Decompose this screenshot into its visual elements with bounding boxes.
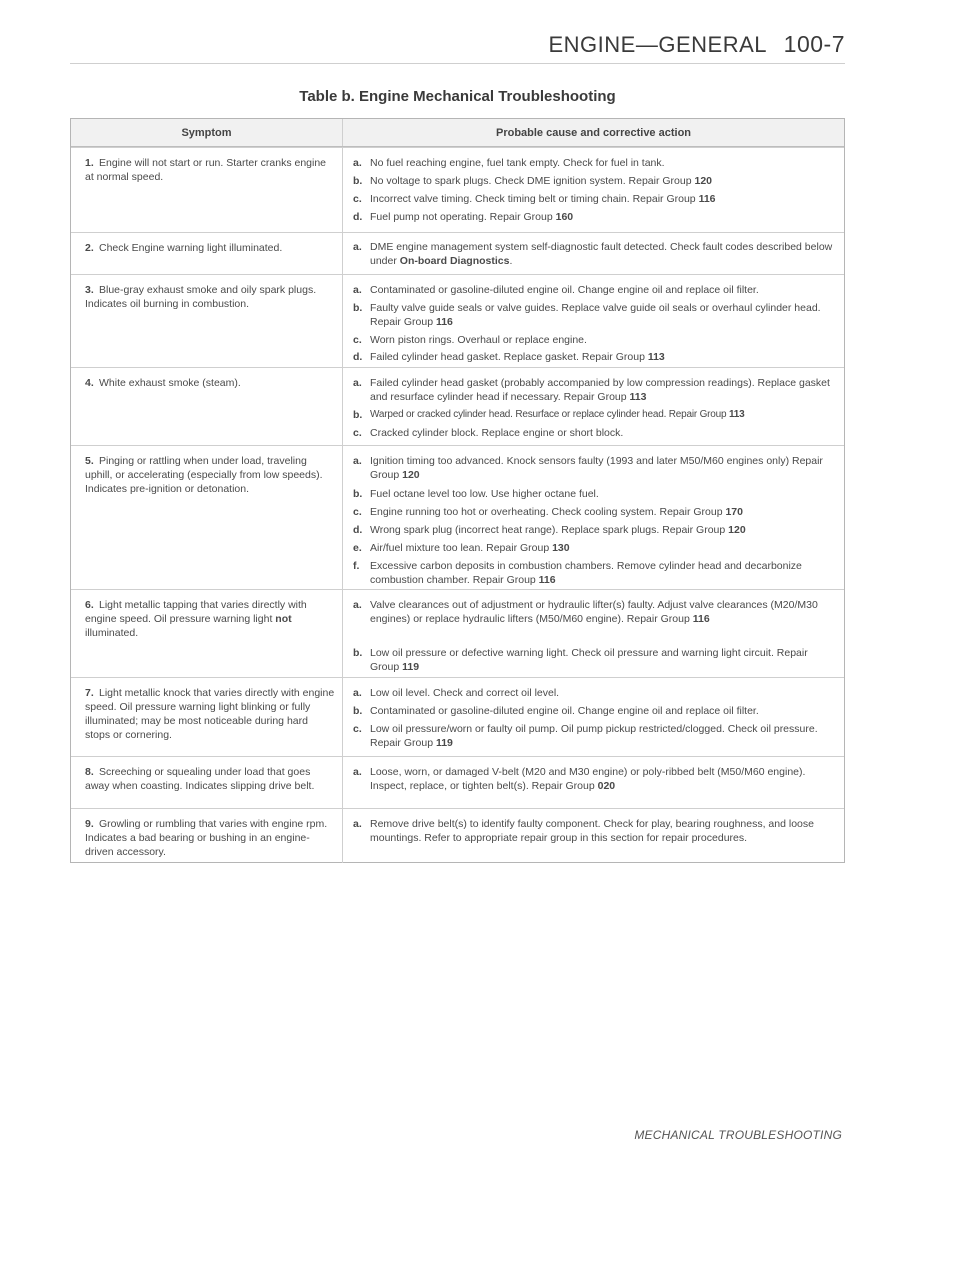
cause-item: b. No voltage to spark plugs. Check DME ignition system. Repair Group 120	[353, 175, 713, 187]
cause-item: c. Engine running too hot or overheating. Check cooling system. Repair Group 170	[353, 506, 743, 518]
table-row	[71, 808, 844, 863]
cause-cell	[343, 590, 844, 677]
cause-item: b. Warped or cracked cylinder head. Resurface or replace cylinder head. Repair Group 113	[353, 409, 745, 421]
symptom-cell: 5. Pinging or rattling when under load, traveling uphill, or accelerating (especially from low speeds). Indicates pre-ignition or detonation.	[71, 446, 343, 589]
symptom-cell	[71, 148, 343, 232]
cause-item: b. Fuel octane level too low. Use higher octane fuel.	[353, 488, 599, 500]
cause-cell	[343, 148, 844, 232]
cause-cell	[343, 368, 844, 445]
cause-cell	[343, 809, 844, 863]
cause-item: d. Fuel pump not operating. Repair Group 160	[353, 211, 574, 223]
table-row	[71, 445, 844, 589]
symptom-cell: 6. Light metallic tapping that varies directly with engine speed. Oil pressure warning light not illuminated.	[71, 590, 343, 677]
cause-item: a. Ignition timing too advanced. Knock sensors faulty (1993 and later M50/M60 engines only) Repair Group 120	[353, 455, 823, 481]
cause-item: b. Low oil pressure or defective warning light. Check oil pressure and warning light circuit. Repair Group 119	[353, 647, 808, 673]
cause-item: a. Loose, worn, or damaged V-belt (M20 and M30 engine) or poly-ribbed belt (M50/M60 engine). Inspect, replace, or tighten belt(s). Repair Group 020	[353, 766, 806, 792]
cause-cell	[343, 757, 844, 808]
table-title: Table b. Engine Mechanical Troubleshooting	[299, 88, 616, 105]
cause-item: e. Air/fuel mixture too lean. Repair Group 130	[353, 542, 570, 554]
cause-item: c. Low oil pressure/worn or faulty oil pump. Oil pump pickup restricted/clogged. Check oil pressure. Repair Group 119	[353, 723, 818, 749]
cause-cell	[343, 233, 844, 274]
cause-item: b. Contaminated or gasoline-diluted engine oil. Change engine oil and replace oil filter.	[353, 705, 759, 717]
cause-cell	[343, 446, 844, 589]
column-header-symptom: Symptom	[71, 119, 343, 146]
cause-item: a. Valve clearances out of adjustment or hydraulic lifter(s) faulty. Adjust valve clearances (M20/M30 engines) or replace hydraulic lifters (M50/M60 engine). Repair Group 116	[353, 599, 818, 625]
row-number: 1.	[85, 157, 94, 169]
cause-item: d. Wrong spark plug (incorrect heat range). Replace spark plugs. Repair Group 120	[353, 524, 746, 536]
section-title: ENGINE—GENERAL	[548, 32, 767, 57]
cause-item: c. Incorrect valve timing. Check timing belt or timing chain. Repair Group 116	[353, 193, 716, 205]
cause-cell	[343, 678, 844, 756]
symptom-cell: 2. Check Engine warning light illuminated.	[71, 233, 343, 274]
table-header-row	[71, 119, 844, 147]
table-row	[71, 147, 844, 232]
symptom-cell: 3. Blue-gray exhaust smoke and oily spark plugs. Indicates oil burning in combustion.	[71, 275, 343, 367]
table-row	[71, 677, 844, 756]
cause-item: c. Worn piston rings. Overhaul or replace engine.	[353, 334, 587, 346]
cause-item: a. Remove drive belt(s) to identify faulty component. Check for play, bearing roughness, and loose mountings. Refer to appropriate repair group in this section for repair procedures.	[353, 818, 814, 844]
cause-item: c. Cracked cylinder block. Replace engine or short block.	[353, 427, 624, 439]
troubleshooting-table	[70, 118, 845, 863]
symptom-cell: 7. Light metallic knock that varies directly with engine speed. Oil pressure warning light blinking or fully illuminated; may be most noticeable during hard stops or cornering.	[71, 678, 343, 756]
table-row	[71, 756, 844, 808]
cause-item: a. Contaminated or gasoline-diluted engine oil. Change engine oil and replace oil filter.	[353, 284, 759, 296]
table-row	[71, 589, 844, 677]
cause-cell	[343, 275, 844, 367]
symptom-cell: 4. White exhaust smoke (steam).	[71, 368, 343, 445]
cause-item: d. Failed cylinder head gasket. Replace gasket. Repair Group 113	[353, 351, 665, 363]
page-header	[70, 30, 845, 64]
cause-item: b. Faulty valve guide seals or valve guides. Replace valve guide oil seals or overhaul cylinder head. Repair Group 116	[353, 302, 821, 328]
symptom-text: Engine will not start or run. Starter cranks engine at normal speed.	[85, 157, 327, 183]
column-header-cause: Probable cause and corrective action	[495, 127, 692, 139]
cause-item: f. Excessive carbon deposits in combustion chambers. Remove cylinder head and decarbonize combustion chamber. Repair Group 116	[353, 560, 802, 586]
table-row	[71, 232, 844, 274]
cause-item: a. DME engine management system self-diagnostic fault detected. Check fault codes described below under On-board Diagnostics.	[353, 241, 833, 267]
cause-item: a. Low oil level. Check and correct oil level.	[353, 687, 560, 699]
cause-item: a. No fuel reaching engine, fuel tank empty. Check for fuel in tank.	[353, 157, 665, 169]
cause-item: a. Failed cylinder head gasket (probably accompanied by low compression readings). Replace gasket and resurface cylinder head if necessary. Repair Group 113	[353, 377, 830, 403]
table-row	[71, 274, 844, 367]
table-row	[71, 367, 844, 445]
page-number: 100-7	[783, 31, 845, 57]
footer-section-label: MECHANICAL TROUBLESHOOTING	[634, 1128, 842, 1142]
symptom-cell: 8. Screeching or squealing under load that goes away when coasting. Indicates slipping drive belt.	[71, 757, 343, 808]
symptom-cell: 9. Growling or rumbling that varies with engine rpm. Indicates a bad bearing or bushing in an engine-driven accessory.	[71, 809, 343, 863]
